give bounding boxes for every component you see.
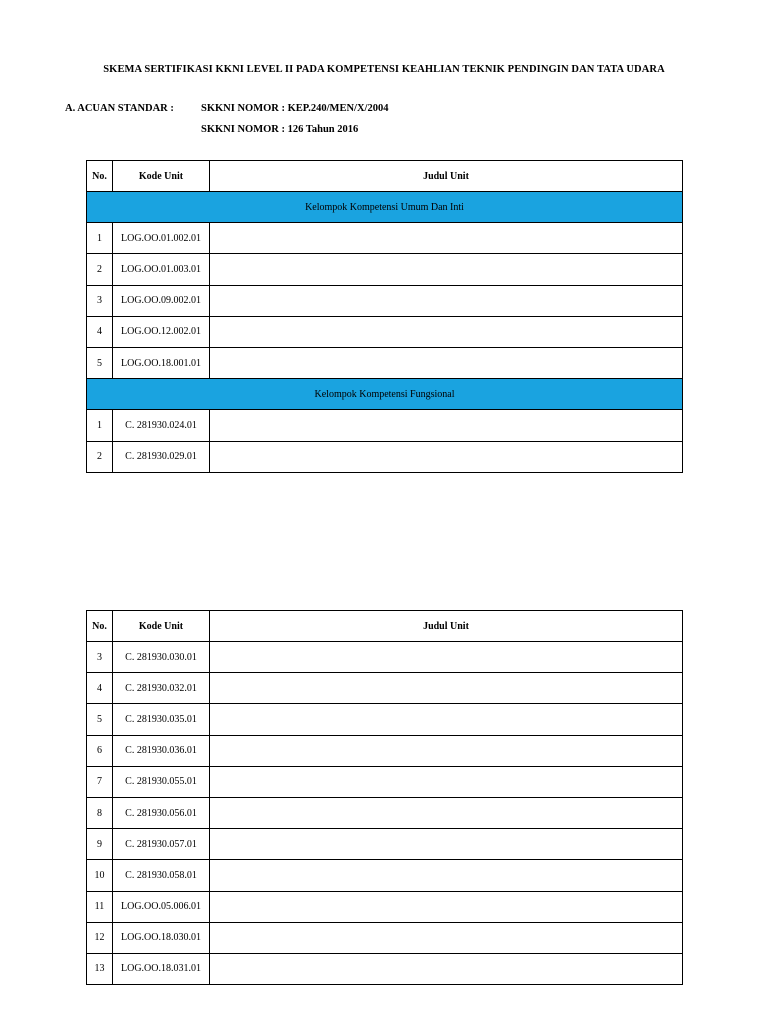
row-number: 2 (87, 441, 113, 472)
table-row (87, 860, 683, 891)
row-number: 8 (87, 797, 113, 828)
kode-unit: LOG.OO.05.006.01 (113, 891, 210, 922)
kode-unit: C. 281930.056.01 (113, 797, 210, 828)
competency-table-1 (86, 160, 683, 473)
row-number: 1 (87, 223, 113, 254)
group-label: Kelompok Kompetensi Fungsional (87, 379, 683, 410)
header-kode-unit: Kode Unit (113, 161, 210, 192)
table-row (87, 891, 683, 922)
table-header-row (87, 161, 683, 192)
kode-unit: C. 281930.024.01 (113, 410, 210, 441)
acuan-line-2: SKKNI NOMOR : 126 Tahun 2016 (201, 124, 359, 135)
kode-unit: LOG.OO.09.002.01 (113, 285, 210, 316)
kode-unit: C. 281930.055.01 (113, 766, 210, 797)
judul-unit (210, 285, 683, 316)
kode-unit: C. 281930.029.01 (113, 441, 210, 472)
row-number: 3 (87, 285, 113, 316)
judul-unit (210, 922, 683, 953)
group-label: Kelompok Kompetensi Umum Dan Inti (87, 192, 683, 223)
judul-unit (210, 860, 683, 891)
header-no: No. (87, 161, 113, 192)
kode-unit: C. 281930.057.01 (113, 829, 210, 860)
kode-unit: LOG.OO.18.030.01 (113, 922, 210, 953)
judul-unit (210, 223, 683, 254)
table-header-row (87, 611, 683, 642)
row-number: 9 (87, 829, 113, 860)
kode-unit: LOG.OO.18.001.01 (113, 347, 210, 378)
table-row (87, 223, 683, 254)
table-row (87, 285, 683, 316)
judul-unit (210, 316, 683, 347)
kode-unit: C. 281930.032.01 (113, 673, 210, 704)
row-number: 3 (87, 642, 113, 673)
judul-unit (210, 797, 683, 828)
row-number: 4 (87, 673, 113, 704)
acuan-standar (65, 103, 389, 135)
acuan-line-1: SKKNI NOMOR : KEP.240/MEN/X/2004 (201, 103, 389, 114)
table-row (87, 642, 683, 673)
judul-unit (210, 410, 683, 441)
row-number: 7 (87, 766, 113, 797)
row-number: 11 (87, 891, 113, 922)
kode-unit: C. 281930.035.01 (113, 704, 210, 735)
table-row (87, 735, 683, 766)
document-title: SKEMA SERTIFIKASI KKNI LEVEL II PADA KOMPETENSI KEAHLIAN TEKNIK PENDINGIN DAN TATA UDARA (103, 64, 665, 75)
header-no: No. (87, 611, 113, 642)
judul-unit (210, 953, 683, 984)
kode-unit: C. 281930.030.01 (113, 642, 210, 673)
table-row (87, 704, 683, 735)
kode-unit: LOG.OO.18.031.01 (113, 953, 210, 984)
table-row (87, 347, 683, 378)
table-row (87, 254, 683, 285)
header-judul-unit: Judul Unit (210, 611, 683, 642)
row-number: 5 (87, 704, 113, 735)
row-number: 1 (87, 410, 113, 441)
judul-unit (210, 829, 683, 860)
judul-unit (210, 347, 683, 378)
judul-unit (210, 441, 683, 472)
kode-unit: LOG.OO.01.002.01 (113, 223, 210, 254)
kode-unit: LOG.OO.12.002.01 (113, 316, 210, 347)
table-row (87, 673, 683, 704)
row-number: 13 (87, 953, 113, 984)
kode-unit: LOG.OO.01.003.01 (113, 254, 210, 285)
judul-unit (210, 766, 683, 797)
table-row (87, 766, 683, 797)
row-number: 4 (87, 316, 113, 347)
row-number: 2 (87, 254, 113, 285)
acuan-label: A. ACUAN STANDAR : (65, 103, 174, 114)
judul-unit (210, 891, 683, 922)
table-row (87, 410, 683, 441)
judul-unit (210, 254, 683, 285)
header-kode-unit: Kode Unit (113, 611, 210, 642)
row-number: 5 (87, 347, 113, 378)
row-number: 6 (87, 735, 113, 766)
table-row (87, 953, 683, 984)
kode-unit: C. 281930.036.01 (113, 735, 210, 766)
header-judul-unit: Judul Unit (210, 161, 683, 192)
group-row-fungsional (87, 379, 683, 410)
row-number: 10 (87, 860, 113, 891)
judul-unit (210, 642, 683, 673)
table-row (87, 797, 683, 828)
group-row-umum-inti (87, 192, 683, 223)
competency-table-2 (86, 610, 683, 985)
judul-unit (210, 704, 683, 735)
kode-unit: C. 281930.058.01 (113, 860, 210, 891)
table-row (87, 922, 683, 953)
row-number: 12 (87, 922, 113, 953)
judul-unit (210, 673, 683, 704)
table-row (87, 316, 683, 347)
judul-unit (210, 735, 683, 766)
table-row (87, 441, 683, 472)
table-row (87, 829, 683, 860)
